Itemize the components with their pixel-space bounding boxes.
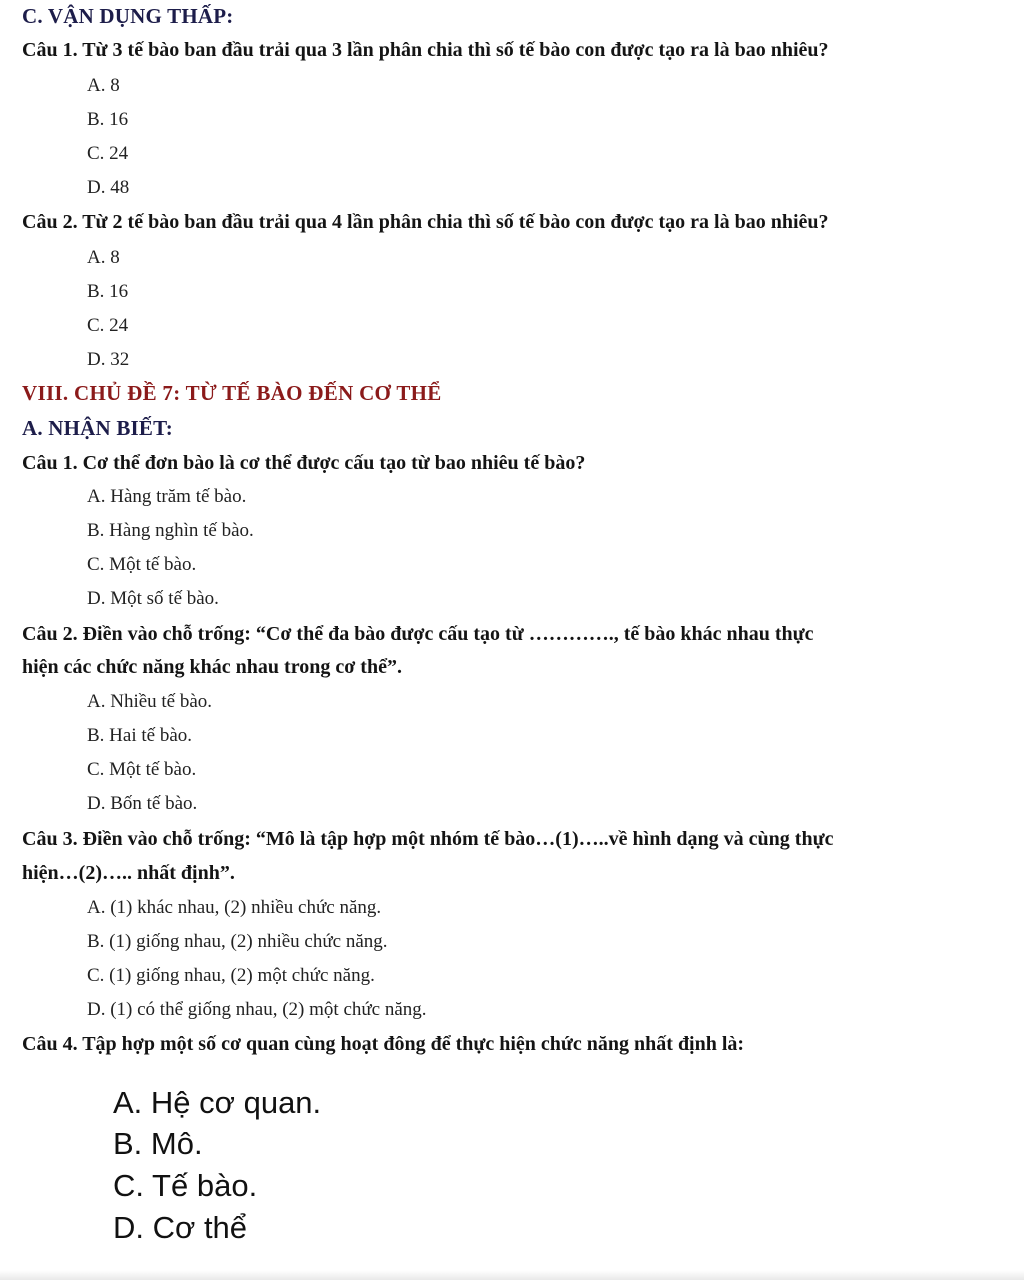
option-a1-b: B. Hàng nghìn tế bào. (87, 520, 254, 541)
question-c2: Câu 2. Từ 2 tế bào ban đầu trải qua 4 lần phân chia thì số tế bào con được tạo ra là bao nhiêu? (22, 211, 829, 233)
option-a3-a: A. (1) khác nhau, (2) nhiều chức năng. (87, 897, 382, 918)
option-a4-b: B. Mô. (113, 1126, 203, 1161)
option-c1-c: C. 24 (87, 143, 129, 164)
section-a-heading: A. NHẬN BIẾT: (22, 416, 173, 440)
option-a1-c: C. Một tế bào. (87, 554, 197, 575)
option-c2-d: D. 32 (87, 349, 130, 370)
section-c-heading: C. VẬN DỤNG THẤP: (22, 4, 234, 28)
option-c1-a: A. 8 (87, 75, 120, 96)
option-a4-a: A. Hệ cơ quan. (113, 1085, 322, 1120)
option-c2-a: A. 8 (87, 247, 120, 268)
question-a3-line2: hiện…(2)….. nhất định”. (22, 862, 235, 884)
option-c1-b: B. 16 (87, 109, 129, 130)
option-c2-c: C. 24 (87, 315, 129, 336)
option-a1-a: A. Hàng trăm tế bào. (87, 486, 247, 507)
option-a1-d: D. Một số tế bào. (87, 588, 219, 609)
option-a4-c: C. Tế bào. (113, 1168, 258, 1203)
option-a4-d: D. Cơ thể (113, 1210, 248, 1245)
option-a2-d: D. Bốn tế bào. (87, 793, 198, 814)
option-c1-d: D. 48 (87, 177, 130, 198)
question-a3-line1: Câu 3. Điền vào chỗ trống: “Mô là tập hợp một nhóm tế bào…(1)…..về hình dạng và cùng thực (22, 828, 834, 850)
option-a2-c: C. Một tế bào. (87, 759, 197, 780)
question-a1: Câu 1. Cơ thể đơn bào là cơ thể được cấu tạo từ bao nhiêu tế bào? (22, 452, 586, 474)
question-a4: Câu 4. Tập hợp một số cơ quan cùng hoạt đông để thực hiện chức năng nhất định là: (22, 1033, 745, 1055)
question-c1: Câu 1. Từ 3 tế bào ban đầu trải qua 3 lần phân chia thì số tế bào con được tạo ra là bao nhiêu? (22, 39, 829, 61)
option-a3-d: D. (1) có thể giống nhau, (2) một chức năng. (87, 999, 427, 1020)
question-a2-line2: hiện các chức năng khác nhau trong cơ thể”. (22, 656, 402, 678)
section-viii-heading: VIII. CHỦ ĐỀ 7: TỪ TẾ BÀO ĐẾN CƠ THỂ (22, 381, 442, 405)
option-a2-b: B. Hai tế bào. (87, 725, 193, 746)
page-bottom-edge (0, 1270, 1024, 1280)
question-a2-line1: Câu 2. Điền vào chỗ trống: “Cơ thể đa bào được cấu tạo từ …………., tế bào khác nhau thực (22, 623, 814, 645)
option-c2-b: B. 16 (87, 281, 129, 302)
option-a3-c: C. (1) giống nhau, (2) một chức năng. (87, 965, 375, 986)
option-a3-b: B. (1) giống nhau, (2) nhiều chức năng. (87, 931, 388, 952)
option-a2-a: A. Nhiều tế bào. (87, 691, 213, 712)
